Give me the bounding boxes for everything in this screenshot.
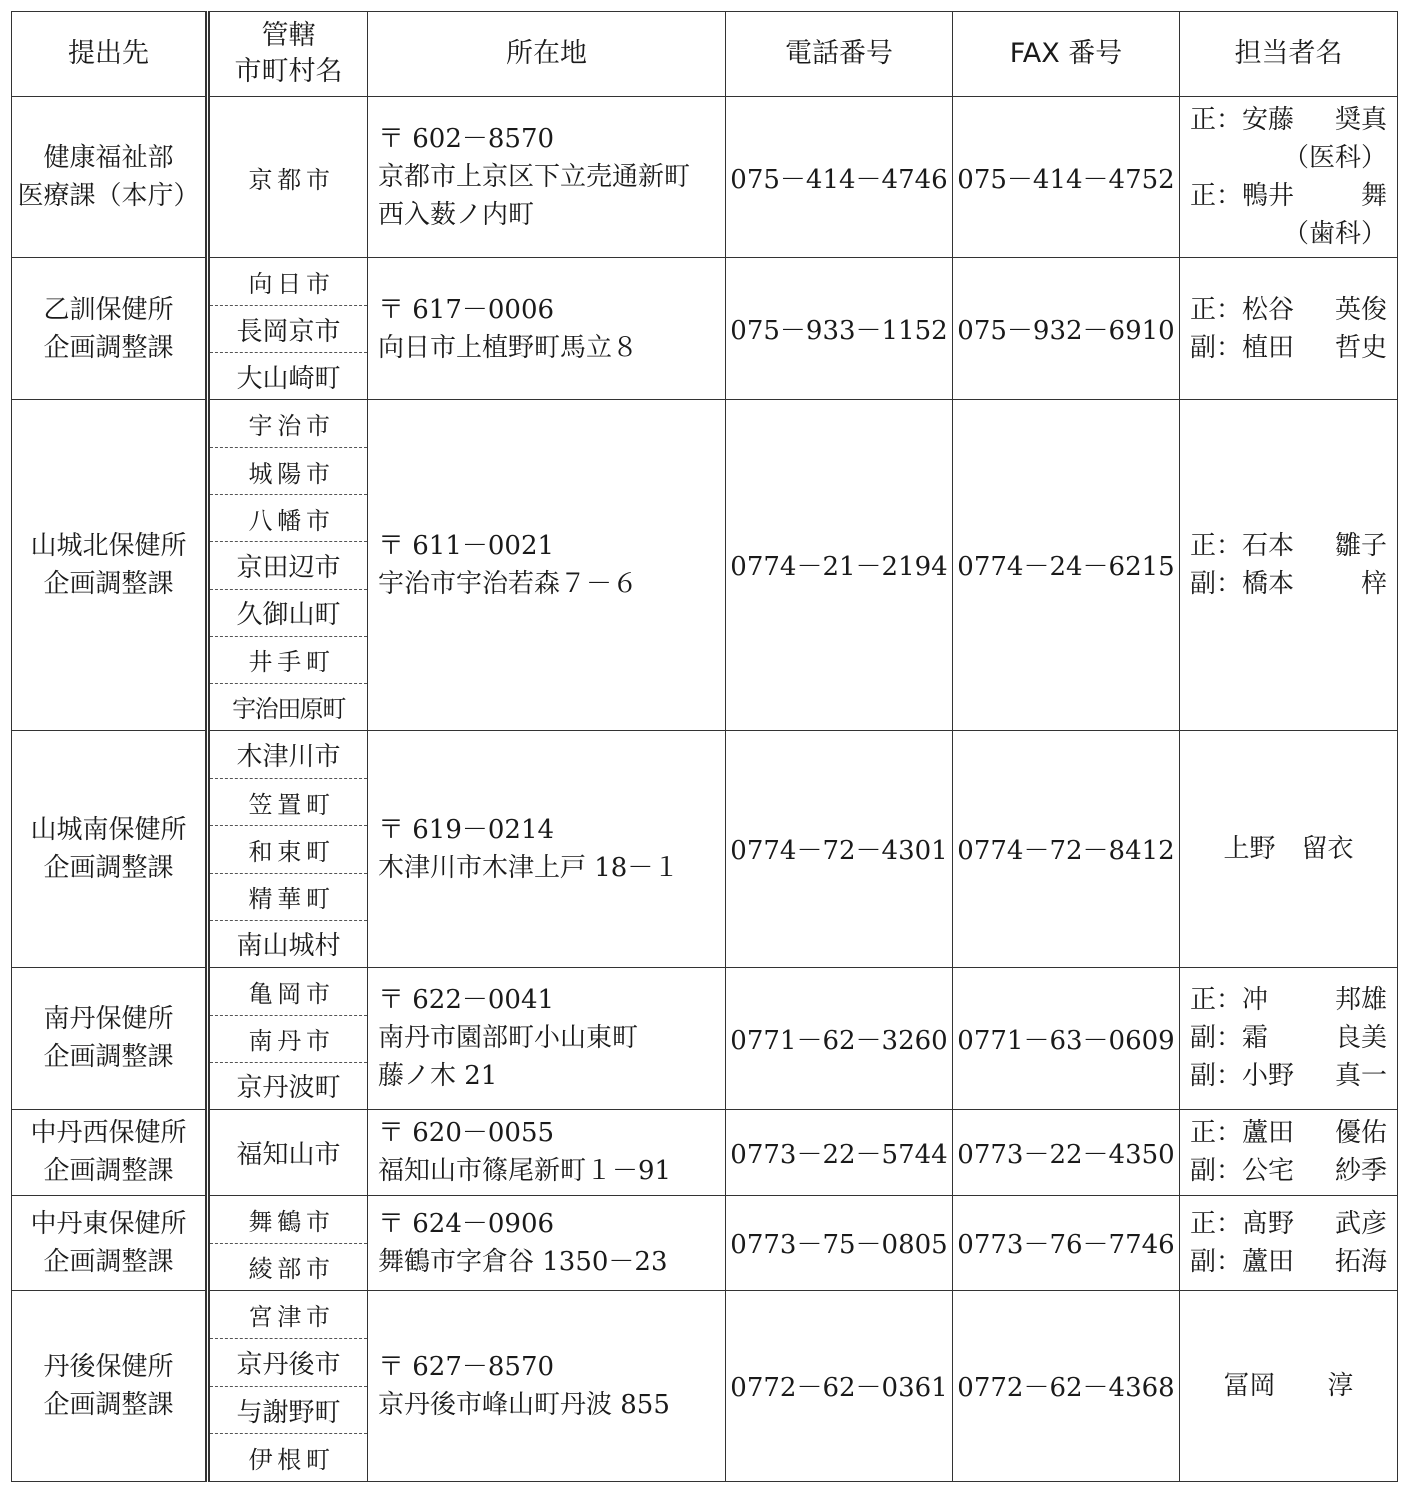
fax-number: 0774－72－8412 [953,730,1180,967]
municipality-name: 精 華 町 [210,873,367,920]
contact-name: 武彦 [1334,1208,1387,1239]
contact-person [1190,1019,1387,1057]
municipality-name: 和 束 町 [210,825,367,872]
office-cell [12,1290,208,1481]
fax-number: 0774－24－6215 [953,400,1180,731]
municipality-name: 南山城村 [210,920,367,967]
contact-person [1190,565,1387,603]
header-row [12,12,1398,97]
contact-role: 副：霜 [1190,1023,1269,1054]
municipality-cell [208,1109,368,1195]
office-name-line2: 医療課（本庁） [17,181,200,211]
contact-person [1190,101,1387,139]
municipality-cell [208,1195,368,1290]
table-header [12,12,1398,97]
postal-code: 〒 602－8570 [378,124,555,154]
address-line: 京都市上京区下立売通新町 [378,162,691,192]
municipality-name: 京田辺市 [210,541,367,588]
address-cell [368,1290,726,1481]
contact-role: 正：蘆田 [1190,1118,1295,1149]
fax-number: 0772－62－4368 [953,1290,1180,1481]
phone-number: 0774－21－2194 [726,400,953,731]
address-cell [368,400,726,731]
fax-number: 075－932－6910 [953,258,1180,400]
contact-person [1190,981,1387,1019]
municipality-name: 宮 津 市 [248,1303,329,1332]
address-line: 舞鶴市字倉谷 1350－23 [378,1246,668,1277]
table-row [12,258,1398,400]
office-cell [12,400,208,731]
contact-name: 梓 [1360,568,1387,599]
municipality-name: 亀 岡 市 [248,979,329,1008]
contact-role: 正：冲 [1190,985,1269,1016]
municipality-name: 舞 鶴 市 [248,1207,329,1236]
municipality-name: 宇 治 市 [248,412,329,441]
header-municipality-line1: 管轄 [261,20,316,51]
address-cell [368,258,726,400]
contact-name: 良美 [1334,1023,1387,1054]
contact-person [1190,1057,1387,1095]
municipality-name: 京 都 市 [248,165,329,194]
municipality-name: 井 手 町 [210,636,367,683]
header-contact: 担当者名 [1180,12,1398,97]
address-line: 藤ノ木 21 [378,1061,498,1092]
fax-number: 0773－22－4350 [953,1109,1180,1195]
address-line: 宇治市宇治若森７－６ [378,568,639,599]
municipality-name: 伊 根 町 [210,1433,367,1481]
postal-code: 〒 617－0006 [378,294,555,325]
municipality-cell [208,967,368,1109]
phone-number: 0772－62－0361 [726,1290,953,1481]
municipality-name: 綾 部 市 [210,1243,367,1290]
phone-number: 075－414－4746 [726,97,953,258]
address-line: 京丹後市峰山町丹波 855 [378,1389,670,1420]
office-cell [12,258,208,400]
contact-role: 副：植田 [1190,332,1295,363]
office-name-line2: 企画調整課 [43,1389,174,1420]
office-cell [12,730,208,967]
contact-cell [1180,1195,1398,1290]
address-line: 南丹市園部町小山東町 [378,1023,639,1054]
address-cell [368,1109,726,1195]
header-municipality-line2: 市町村名 [234,56,343,87]
office-name-line1: 南丹保健所 [43,1004,174,1035]
office-cell [12,1109,208,1195]
fax-number: 0773－76－7746 [953,1195,1180,1290]
contact-name: 哲史 [1334,332,1387,363]
contact-name: 奨真 [1334,105,1387,135]
table-row [12,1195,1398,1290]
municipality-name: 大山崎町 [210,352,367,399]
table-row [12,730,1398,967]
header-address: 所在地 [368,12,726,97]
municipality-name: 南 丹 市 [210,1015,367,1062]
submission-directory-table [11,11,1398,1482]
office-name-line1: 乙訓保健所 [43,294,174,325]
contact-name: 英俊 [1334,294,1387,325]
office-cell [12,97,208,258]
office-cell [12,1195,208,1290]
contact-name: 邦雄 [1334,985,1387,1016]
postal-code: 〒 624－0906 [378,1208,555,1239]
municipality-name: 八 幡 市 [210,494,367,541]
contact-note: （医科） [1282,143,1387,173]
header-office: 提出先 [12,12,208,97]
address-line: 木津川市木津上戸 18－１ [378,852,680,883]
contact-cell [1180,1109,1398,1195]
municipality-name: 京丹後市 [210,1338,367,1386]
postal-code: 〒 620－0055 [378,1118,555,1149]
contact-person [1190,329,1387,367]
contact-role: 副：蘆田 [1190,1246,1295,1277]
municipality-cell [208,258,368,400]
contact-cell [1180,97,1398,258]
table-row [12,400,1398,731]
contact-person [1190,1114,1387,1152]
contact-role: 正：鴨井 [1190,181,1295,211]
office-name-line2: 企画調整課 [43,332,174,363]
table-row [12,97,1398,258]
municipality-name: 城 陽 市 [210,447,367,494]
phone-number: 0774－72－4301 [726,730,953,967]
table-body [12,97,1398,1482]
contact-note: （歯科） [1282,219,1387,249]
contact-cell [1180,1290,1398,1481]
contact-role: 正：石本 [1190,530,1295,561]
phone-number: 075－933－1152 [726,258,953,400]
office-name-line1: 中丹西保健所 [30,1118,187,1149]
municipality-cell [208,400,368,731]
address-line: 向日市上植野町馬立８ [378,332,639,363]
municipality-name: 長岡京市 [210,305,367,352]
contact-role: 副：橋本 [1190,568,1295,599]
municipality-name: 与謝野町 [210,1386,367,1434]
contact-role: 副：小野 [1190,1061,1295,1092]
contact-name: 紗季 [1334,1156,1387,1187]
contact-name: 拓海 [1334,1246,1387,1277]
office-name-line1: 中丹東保健所 [30,1208,187,1239]
contact-person [1190,1152,1387,1190]
municipality-name: 久御山町 [210,589,367,636]
office-name-line2: 企画調整課 [43,1156,174,1187]
phone-number: 0773－22－5744 [726,1109,953,1195]
office-name-line1: 山城北保健所 [30,530,187,561]
municipality-name: 笠 置 町 [210,778,367,825]
contact-name: 真一 [1334,1061,1387,1092]
table-row [12,1290,1398,1481]
header-phone: 電話番号 [726,12,953,97]
contact-person [1190,1205,1387,1243]
contact-name: 雛子 [1334,530,1387,561]
office-name-line2: 企画調整課 [43,852,174,883]
office-name-line2: 企画調整課 [43,1246,174,1277]
contact-person: 冨岡 淳 [1223,1370,1354,1401]
table-row [12,1109,1398,1195]
municipality-name: 宇治田原町 [210,683,367,730]
contact-name: 優佑 [1334,1118,1387,1149]
address-cell [368,97,726,258]
contact-person [1190,291,1387,329]
phone-number: 0773－75－0805 [726,1195,953,1290]
municipality-cell [208,1290,368,1481]
office-name-line1: 健康福祉部 [43,143,174,173]
header-municipality [208,12,368,97]
fax-number: 075－414－4752 [953,97,1180,258]
phone-number: 0771－62－3260 [726,967,953,1109]
municipality-name: 福知山市 [236,1139,341,1170]
contact-person [1190,527,1387,565]
office-name-line2: 企画調整課 [43,1042,174,1073]
contact-cell [1180,400,1398,731]
postal-code: 〒 622－0041 [378,985,555,1016]
table-row [12,967,1398,1109]
municipality-name: 京丹波町 [210,1062,367,1109]
municipality-name: 向 日 市 [248,270,329,298]
address-line: 福知山市篠尾新町１－91 [378,1156,672,1187]
address-cell [368,1195,726,1290]
contact-person [1190,177,1387,215]
office-name-line1: 山城南保健所 [30,814,187,845]
office-name-line2: 企画調整課 [43,568,174,599]
contact-role: 正：松谷 [1190,294,1295,325]
municipality-name: 木津川市 [236,742,341,773]
office-name-line1: 丹後保健所 [43,1351,174,1382]
contact-name: 舞 [1360,181,1387,211]
address-cell [368,730,726,967]
address-cell [368,967,726,1109]
office-cell [12,967,208,1109]
postal-code: 〒 619－0214 [378,814,555,845]
municipality-cell [208,730,368,967]
postal-code: 〒 611－0021 [378,530,555,561]
contact-cell [1180,730,1398,967]
contact-person: 上野 留衣 [1223,833,1354,864]
municipality-cell [208,97,368,258]
contact-role: 正：髙野 [1190,1208,1295,1239]
contact-person [1190,1243,1387,1281]
contact-cell [1180,258,1398,400]
contact-cell [1180,967,1398,1109]
header-fax: FAX 番号 [953,12,1180,97]
address-line: 西入薮ノ内町 [378,200,535,230]
contact-role: 副：公宅 [1190,1156,1295,1187]
contact-role: 正：安藤 [1190,105,1295,135]
postal-code: 〒 627－8570 [378,1351,555,1382]
fax-number: 0771－63－0609 [953,967,1180,1109]
